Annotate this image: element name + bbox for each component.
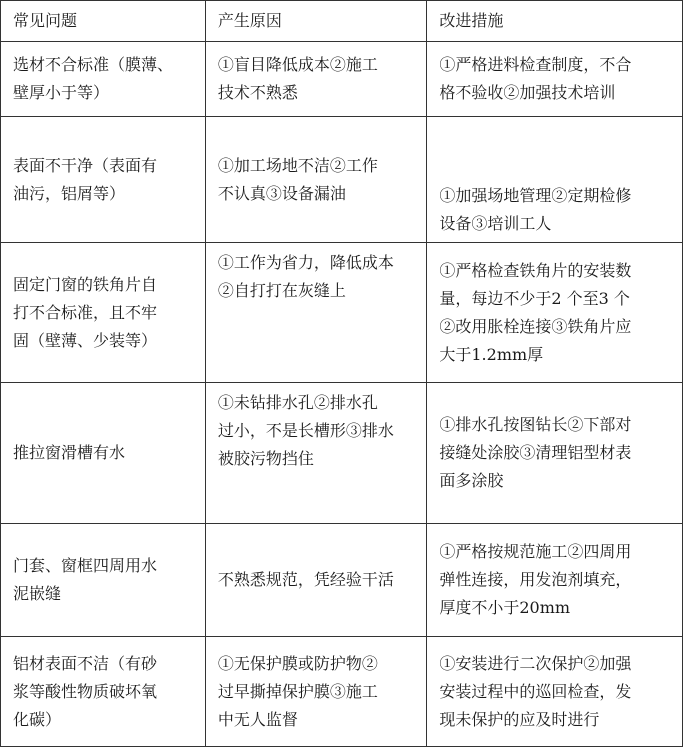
measure-text: 弹性连接，用发泡剂填充， bbox=[439, 570, 632, 589]
measure-text: 大于1.2mm厚 bbox=[439, 344, 544, 364]
cause-text: 中无人监督 bbox=[217, 709, 298, 729]
measure-cell bbox=[427, 42, 683, 117]
measure-text: ①排水孔按图钻长②下部对 bbox=[439, 415, 632, 434]
problem-cell bbox=[1, 42, 206, 117]
problem-cell bbox=[1, 243, 206, 383]
cause-text: 不熟悉规范，凭经验干活 bbox=[217, 570, 394, 589]
cause-text: ②自打打在灰缝上 bbox=[217, 281, 346, 300]
table-row bbox=[1, 524, 683, 637]
cause-text: ①未钻排水孔②排水孔 bbox=[217, 393, 378, 412]
measure-text: 安装过程中的巡回检查，发 bbox=[439, 681, 632, 701]
table-row bbox=[1, 383, 683, 524]
problem-text: 壁厚小于等） bbox=[13, 83, 110, 102]
cause-text: ①无保护膜或防护物② bbox=[217, 653, 378, 673]
table-header-row bbox=[1, 1, 683, 42]
cause-text: 被胶污物挡住 bbox=[217, 449, 314, 468]
cause-cell bbox=[205, 637, 426, 747]
measure-cell bbox=[427, 117, 683, 243]
table-row bbox=[1, 243, 683, 383]
cause-cell bbox=[205, 42, 426, 117]
cause-text: 不认真③设备漏油 bbox=[217, 183, 346, 203]
problem-cell bbox=[1, 117, 206, 243]
measure-text: ①加强场地管理②定期检修 bbox=[439, 186, 632, 205]
cause-cell bbox=[205, 524, 426, 637]
measure-cell bbox=[427, 243, 683, 383]
measure-text: 接缝处涂胶③清理铝型材表 bbox=[439, 443, 632, 462]
measure-cell bbox=[427, 637, 683, 747]
problem-text: 表面不干净（表面有 bbox=[13, 155, 158, 175]
cause-cell bbox=[205, 243, 426, 383]
problem-cell bbox=[1, 383, 206, 524]
problem-text: 浆等酸性物质破坏氧 bbox=[13, 681, 158, 701]
measure-text: 量，每边不少于2 个至3 个 bbox=[439, 288, 630, 308]
table-row bbox=[1, 637, 683, 747]
header-measure: 改进措施 bbox=[427, 1, 683, 42]
problem-text: 固定门窗的铁角片自 bbox=[13, 274, 158, 294]
table-row bbox=[1, 42, 683, 117]
problem-text: 门套、窗框四周用水 bbox=[13, 556, 158, 575]
measure-cell bbox=[427, 383, 683, 524]
measure-text: 现未保护的应及时进行 bbox=[439, 709, 600, 729]
problem-text: 固（壁薄、少装等） bbox=[13, 330, 158, 350]
cause-text: ①工作为省力，降低成本 bbox=[217, 253, 394, 272]
measure-text: ②改用胀栓连接③铁角片应 bbox=[439, 316, 632, 336]
problem-cell bbox=[1, 637, 206, 747]
problem-cell bbox=[1, 524, 206, 637]
cause-text: 过早撕掉保护膜③施工 bbox=[217, 681, 378, 701]
problem-text: 泥嵌缝 bbox=[13, 584, 62, 603]
cause-text: ①盲目降低成本②施工 bbox=[217, 55, 378, 74]
cause-cell bbox=[205, 117, 426, 243]
measure-text: 格不验收②加强技术培训 bbox=[439, 83, 616, 102]
cause-cell bbox=[205, 383, 426, 524]
measure-text: ①安装进行二次保护②加强 bbox=[439, 653, 632, 673]
header-cause: 产生原因 bbox=[205, 1, 426, 42]
measure-cell bbox=[427, 524, 683, 637]
header-problem: 常见问题 bbox=[1, 1, 206, 42]
measure-text: 厚度不小于20mm bbox=[439, 598, 571, 617]
measure-text: ①严格检查铁角片的安装数 bbox=[439, 260, 632, 280]
measure-text: ①严格按规范施工②四周用 bbox=[439, 542, 632, 561]
problem-text: 打不合标准，且不牢 bbox=[13, 302, 158, 322]
table-row bbox=[1, 117, 683, 243]
problem-text: 选材不合标准（膜薄、 bbox=[13, 55, 174, 74]
cause-text: 过小，不是长槽形③排水 bbox=[217, 421, 394, 440]
cause-text: 技术不熟悉 bbox=[217, 83, 298, 102]
problem-text: 推拉窗滑槽有水 bbox=[13, 443, 126, 462]
problem-text: 油污，铝屑等） bbox=[13, 183, 126, 203]
cause-text: ①加工场地不洁②工作 bbox=[217, 155, 378, 175]
problem-text: 化碳） bbox=[13, 709, 62, 729]
measure-text: 面多涂胶 bbox=[439, 471, 504, 490]
measure-text: 设备③培训工人 bbox=[439, 214, 552, 233]
measure-text: ①严格进料检查制度，不合 bbox=[439, 55, 632, 74]
problem-text: 铝材表面不洁（有砂 bbox=[13, 653, 158, 673]
